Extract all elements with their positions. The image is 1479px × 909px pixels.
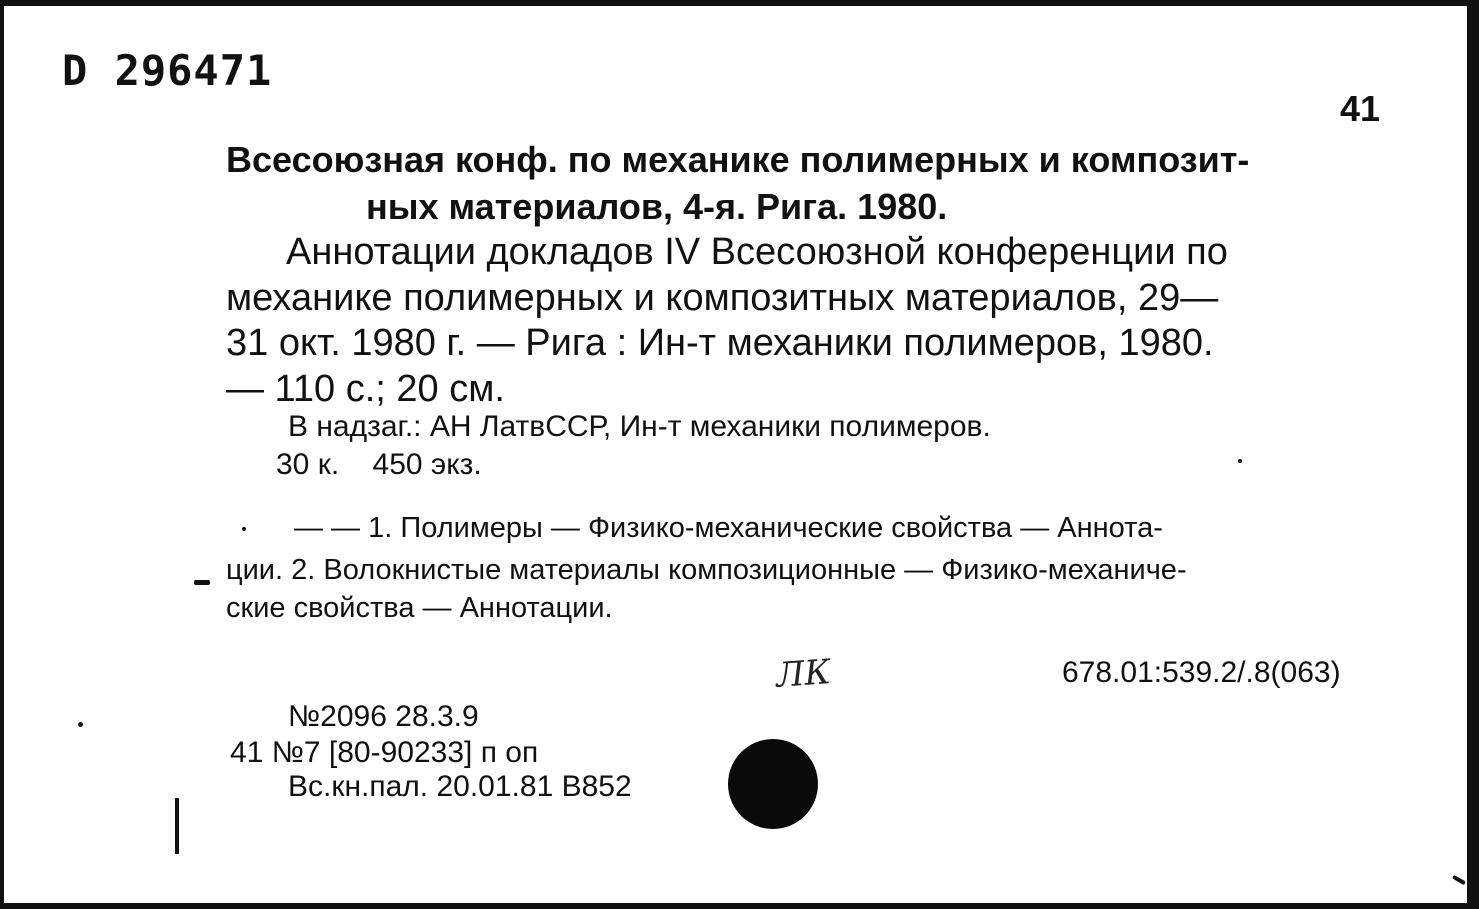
description-line-2: механике полимерных и композитных материалов, 29— bbox=[226, 277, 1219, 319]
accession-line-2: 41 №7 [80-90233] п оп bbox=[230, 736, 539, 769]
handwritten-mark: ЛК bbox=[774, 652, 833, 696]
ink-speck bbox=[242, 527, 246, 531]
udc-classification: 678.01:539.2/.8(063) bbox=[1062, 656, 1341, 689]
price-print-run: 30 к. 450 экз. bbox=[276, 448, 482, 481]
description-line-3: 31 окт. 1980 г. — Рига : Ин-т механики полимеров, 1980. bbox=[226, 322, 1214, 364]
heading-line-2: ных материалов, 4-я. Рига. 1980. bbox=[366, 186, 948, 227]
margin-rule bbox=[175, 798, 179, 854]
description-line-1: Аннотации докладов IV Всесоюзной конференции по bbox=[286, 231, 1228, 273]
series-note: В надзаг.: АН ЛатвССР, Ин-т механики полимеров. bbox=[288, 410, 991, 443]
ink-speck bbox=[78, 722, 83, 727]
shelf-number: 41 bbox=[1340, 88, 1381, 129]
subject-headings-line-2: ции. 2. Волокнистые материалы композиционные — Физико-механиче- bbox=[226, 554, 1187, 586]
description-line-4: — 110 с.; 20 см. bbox=[226, 368, 505, 410]
punch-hole-dot bbox=[728, 739, 818, 829]
accession-line-1: №2096 28.3.9 bbox=[288, 700, 479, 733]
accession-line-3: Вс.кн.пал. 20.01.81 В852 bbox=[288, 770, 632, 803]
ink-speck bbox=[1238, 459, 1242, 463]
subject-headings-line-3: ские свойства — Аннотации. bbox=[226, 592, 613, 624]
ink-speck bbox=[194, 580, 210, 585]
inventory-number: D 296471 bbox=[62, 46, 273, 95]
heading-line-1: Всесоюзная конф. по механике полимерных и композит- bbox=[226, 139, 1250, 180]
subject-headings-line-1: — — 1. Полимеры — Физико-механические свойства — Аннота- bbox=[294, 512, 1163, 544]
ink-speck bbox=[1452, 875, 1466, 885]
